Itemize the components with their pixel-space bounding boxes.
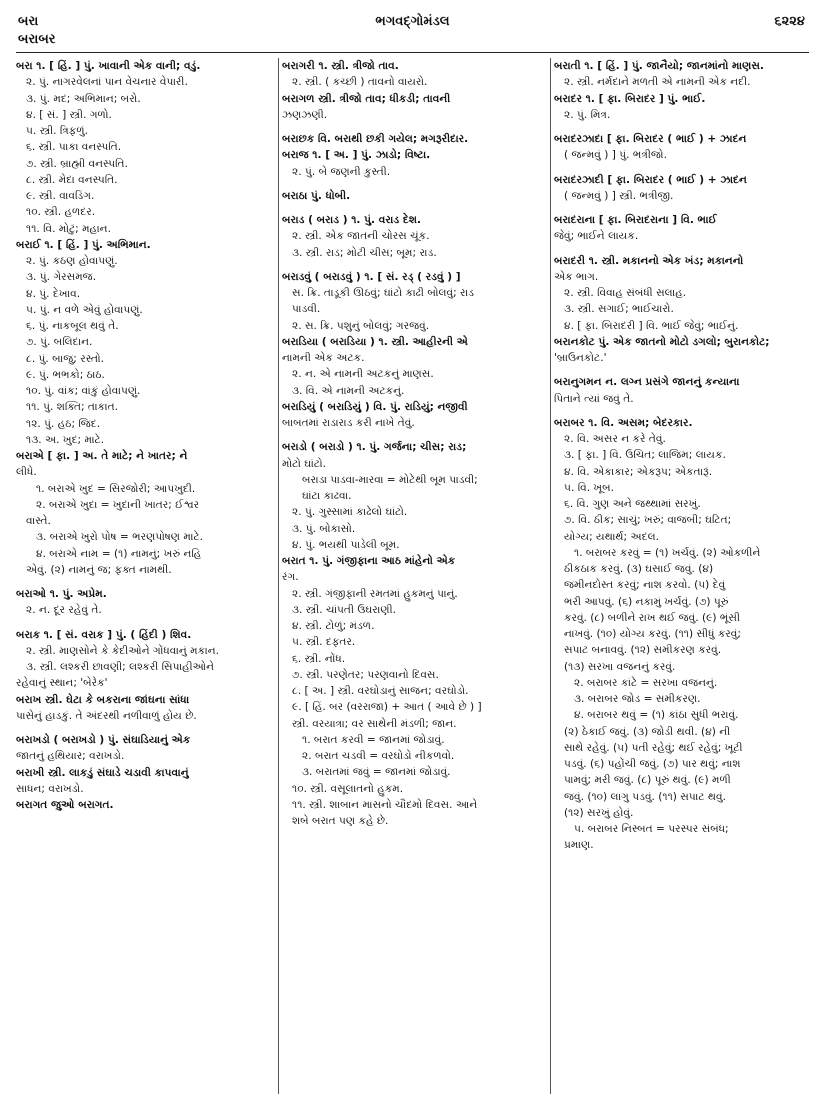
entry-line: ૫. પું. ન વળે એવું હોવાપણું.	[26, 303, 143, 316]
entry-line: ૪. પું. દેખાવ.	[26, 287, 81, 300]
first-headword: બરા	[18, 14, 39, 29]
header-rule	[16, 52, 809, 53]
entry-spacer	[554, 407, 810, 415]
entry-line: ૬. પું. નાકબૂલ થવું તે.	[26, 320, 119, 332]
entry-line: ૩. બરાબર જોડ = સમીકરણ.	[574, 693, 701, 705]
entry-line: ૫. વિ. ખૂબ.	[564, 481, 615, 494]
entry-line: ઠીકઠાક કરવું. (૩) ઘસાઈ જવું. (૪)	[564, 563, 714, 575]
page-number: ૬૨૨૪	[774, 14, 805, 29]
entry-line: રંગ.	[282, 571, 299, 584]
entry-line: જેવું; ભાઈને લાયક.	[554, 230, 639, 243]
entry-line: ( જન્મવું ) ] પું. ભત્રીજો.	[564, 149, 667, 162]
entry-line: ૩. બરાતમાં જવું = જાનમાં જોડાવું.	[302, 766, 451, 779]
entry-line: ૩. સ્ત્રી. સગાઈ; ભાઈચારો.	[564, 303, 674, 316]
entry-line: ભરી આપવું. (૬) નકામું ખર્ચવું. (૭) પૂરું	[564, 595, 729, 608]
entry-line: સ્ત્રી. વરયાત્રા; વર સાથેની મંડળી; જાન.	[292, 717, 457, 730]
entry-headword-line: બરાતી ૧. [ હિં. ] પું. જાનૈયો; જાનમાંનો માણસ.	[554, 60, 764, 72]
entry-line: પાડવી.	[292, 303, 321, 316]
entry-spacer	[282, 431, 546, 439]
entry-line: ૨. ન. દૂર રહેવું તે.	[26, 604, 102, 617]
entry-line: એક ભાગ.	[554, 270, 599, 283]
entry-headword-line: બરાજ ૧. [ અ. ] પું. ઝાડો; વિષ્ટા.	[282, 149, 431, 162]
entry-line: નામની એક અટક.	[282, 352, 365, 364]
entry-line: કરવું. (૮) બળીને રાખ થઈ જવું. (૯) ભૂંસી	[564, 611, 740, 624]
entry-line: ૪. [ સં. ] સ્ત્રી. ગળો.	[26, 108, 112, 121]
last-headword: બરાબર	[18, 32, 56, 47]
entry-line: ૧૧. વિ. મોટું; મહાન.	[26, 222, 111, 235]
entry-spacer	[16, 578, 274, 586]
entry-spacer	[554, 366, 810, 374]
entry-line: સપાટ બનાવવું. (૧૨) સમીકરણ કરવું.	[564, 644, 722, 657]
entry-line: ૨. સ્ત્રી. ( કચ્છી ) તાવનો વાયરો.	[292, 76, 428, 89]
entry-line: ૨. સ્ત્રી. ગંજીફાની રમતમાં હુકમનું પાનું.	[292, 587, 458, 600]
entry-line: ૯. [ હિં. બર (વરરાજા) + આત ( આવે છે ) ]	[292, 701, 482, 714]
entry-line: ૬. વિ. ગુણ અને જથ્થામાં સરખું.	[564, 498, 701, 510]
entry-line: બરાડા પાડવા-મારવા = મોટેથી બૂમ પાડવી;	[302, 473, 478, 486]
entry-line: ૨. સ. ક્રિ. પશુનું બોલવું; ગરજવું.	[292, 319, 430, 332]
entry-headword-line: બરાગત જુઓ બરાગત.	[16, 799, 114, 811]
entry-line: ૮. સ્ત્રી. મેદા વનસ્પતિ.	[26, 173, 118, 186]
entry-spacer	[282, 123, 546, 131]
entry-line: ( જન્મવું ) ] સ્ત્રી. ભત્રીજી.	[564, 189, 674, 202]
entry-headword-line: બરાદરી ૧. સ્ત્રી. મકાનનો એક ખંડ; મકાનનો	[554, 254, 744, 267]
entry-line: ઝણઝણી.	[282, 108, 328, 121]
entry-line: (૨) ઠેકાઈ જવું. (૩) જોડી થવી. (૪) ની	[564, 725, 731, 738]
entry-line: ૨. સ્ત્રી. નર્મદાને મળતી એ નામની એક નદી.	[564, 76, 751, 89]
entry-line: યોગ્ય; યથાર્થ; અદલ.	[564, 530, 659, 543]
entry-headword-line: બરાડવું ( બરાડવું ) ૧. [ સં. રડ્ ( રડવું ) ]	[282, 270, 461, 283]
entry-spacer	[282, 180, 546, 188]
entry-line: ૫. બરાબર નિસ્બત = પરસ્પર સંબંધ;	[574, 823, 729, 835]
entry-line: ૨. પું. નાગરવેલનાં પાન વેચનાર વેપારી.	[26, 76, 188, 89]
entry-line: ૩. [ ફા. ] વિ. ઉચિત; લાજિમ; લાયક.	[564, 449, 726, 462]
entry-line: ઘાંટા કાઢવા.	[302, 490, 352, 502]
entry-line: ૪. સ્ત્રી. ટોળું; મંડળ.	[292, 620, 375, 632]
entry-line: નાખવું. (૧૦) યોગ્ય કરવું. (૧૧) સીધું કરવું;	[564, 628, 741, 640]
entry-headword-line: બરાગળ સ્ત્રી. ત્રીજો તાવ; ધીકડી; તાવની	[282, 92, 451, 105]
entry-line: ૮. [ અ. ] સ્ત્રી. વરઘોડાનું સાજન; વરઘોડો.	[292, 685, 469, 697]
entry-line: ૯. સ્ત્રી. વાવડિંગ.	[26, 190, 95, 202]
column-3	[554, 58, 810, 1094]
entry-headword-line: બરાદરઝાદા [ ફા. બિરાદર ( ભાઈ ) + ઝાદન	[554, 133, 747, 145]
entry-line: ૩. બરાએ ખુરો પોષ = ભરણપોષણ માટે.	[36, 531, 204, 544]
entry-line: (૧૨) સરખું હોવું.	[564, 806, 634, 819]
entry-line: ૩. પું. બોકાસો.	[292, 522, 356, 535]
entry-line: ૬. સ્ત્રી. પાકા વનસ્પતિ.	[26, 141, 122, 154]
entry-line: ૫. સ્ત્રી. ત્રિફળું.	[26, 125, 88, 137]
entry-headword-line: બરાડિયું ( બરાડિયું ) વિ. પું. રાડિયું; નજીવી	[282, 400, 468, 413]
entry-line: લીધે.	[16, 466, 37, 479]
entry-line: 'બ્રાઉનકોટ.'	[554, 352, 607, 364]
entry-line: ૨. બરાત ચડવી = વરઘોડો નીકળવો.	[302, 750, 455, 762]
entry-spacer	[554, 164, 810, 172]
entry-line: ૩. સ્ત્રી. ચાંપતી ઉઘરાણી.	[292, 603, 396, 616]
entry-line: ૧૦. સ્ત્રી. હળદર.	[26, 206, 96, 219]
entry-headword-line: બરાગરી ૧. સ્ત્રી. ત્રીજો તાવ.	[282, 60, 399, 72]
column-2	[282, 58, 546, 1094]
entry-line: જવું. (૧૦) લાગુ પડવું. (૧૧) સપાટ થવું.	[564, 790, 726, 803]
entry-line: ૪. [ ફા. બિરાદરી ] વિ. ભાઈ જેવું; ભાઈનું.	[564, 319, 739, 332]
entry-headword-line: બરાખી સ્ત્રી. લાકડું સંઘાડે ચડાવી કાપવાનું	[16, 766, 189, 779]
entry-line: ૭. સ્ત્રી. પરણેતર; પરણવાનો દિવસ.	[292, 668, 439, 681]
entry-headword-line: બરાઈ ૧. [ હિં. ] પું. અભિમાન.	[16, 238, 151, 251]
page-title: ભગવદ્ગોમંડલ	[375, 14, 450, 29]
entry-line: પ્રમાણ.	[564, 839, 594, 852]
entry-line: ૪. વિ. એકાકાર; એકરૂપ; એકતારૂં.	[564, 465, 713, 478]
entry-line: ૩. સ્ત્રી. લશ્કરી છાવણી; લશ્કરી સિપાહીઓને	[26, 661, 214, 673]
entry-line: ૨. ન. એ નામની અટકનું માણસ.	[292, 368, 434, 381]
entry-spacer	[282, 261, 546, 269]
entry-line: ૩. સ્ત્રી. રાડ; મોટી ચીસ; બૂમ; રાડ.	[292, 246, 437, 259]
entry-headword-line: બરાનકોટ પું. એક જાતનો મોટો ડગલો; બુરાનકોટ;	[554, 335, 770, 348]
entry-line: ૧. બરાબર કરવું = (૧) ખર્ચવું. (૨) ઓકળીને	[574, 546, 761, 559]
entry-line: પામવું; મરી જવું. (૮) પૂરું થવું. (૯) મળી	[564, 774, 731, 787]
entry-line: ૨. પું. કઠણ હોવાપણું.	[26, 255, 118, 267]
entry-line: ૨. પું. ગુસ્સામાં કાઢેલો ઘાંટો.	[292, 506, 408, 519]
entry-headword-line: બરાદરઝાદી [ ફા. બિરાદર ( ભાઈ ) + ઝાદન	[554, 173, 747, 186]
entry-line: ૧. બરાએ ખુદ = સિરજોરી; આપખુદી.	[36, 482, 196, 495]
entry-headword-line: બરાઠા પું. ધોબી.	[282, 189, 351, 202]
entry-line: ૭. પું. બલિદાન.	[26, 336, 93, 349]
entry-line: ૭. વિ. ઠીક; સાચું; ખરું; વાજબી; ઘટિત;	[564, 514, 732, 527]
entry-line: ૧. બરાત કરવી = જાનમાં જોડાવું.	[302, 733, 445, 746]
entry-line: સ. ક્રિ. તાડૂકી ઊઠવું; ઘાંટો કાઢી બોલવું; રાડ	[292, 287, 474, 299]
entry-line: બાબતમાં રાડારાડ કરી નાખે તેવું.	[282, 417, 415, 429]
entry-line: ૩. પું. ગેરસમજ.	[26, 271, 97, 284]
column-divider	[550, 58, 551, 1094]
entry-headword-line: બરાત ૧. પું. ગંજીફાના આઠ માંહેનો એક	[282, 555, 456, 567]
entry-spacer	[554, 204, 810, 212]
entry-line: ૩. વિ. એ નામની અટકનું.	[292, 384, 405, 397]
entry-line: ૨. સ્ત્રી. માણસોને કે કેદીઓને ગોંધવાનું મકાન.	[26, 644, 219, 657]
entry-headword-line: બરાડ ( બરાડ ) ૧. પું. વરાડ દેશ.	[282, 214, 422, 226]
entry-spacer	[282, 204, 546, 212]
entry-line: ૫. સ્ત્રી. દફતર.	[292, 636, 356, 649]
entry-headword-line: બરાબર ૧. વિ. અસમ; બેદરકાર.	[554, 416, 693, 429]
entry-line: ૩. પું. મદ; અભિમાન; બરો.	[26, 92, 141, 105]
entry-line: પડવું. (૬) પહોંચી જવું. (૭) પાર થવું; નાશ	[564, 758, 741, 770]
entry-line: મોટો ઘાંટો.	[282, 457, 327, 470]
entry-line: (૧૩) સરખા વજનનું કરવું.	[564, 660, 676, 673]
entry-line: ૨. પું. બે જણની કુસ્તી.	[292, 165, 391, 178]
entry-line: ૨. સ્ત્રી. એક જાતની ચોરસ ચૂંક.	[292, 230, 430, 243]
entry-line: ૨. સ્ત્રી. વિવાહ સંબંધી સલાહ.	[564, 287, 687, 299]
entry-headword-line: બરા ૧. [ હિં. ] પું. ખાવાની એક વાની; વડું.	[16, 60, 201, 72]
entry-line: ૪. પું. ભયથી પાડેલી બૂમ.	[292, 538, 400, 551]
entry-line: ૧૦. સ્ત્રી. વસૂલાતનો હુકમ.	[292, 782, 404, 795]
entry-headword-line: બરાખડો ( બરાખડો ) પું. સંઘાડિયાનું એક	[16, 734, 191, 746]
entry-line: એવું. (૨) નામનું જ; ફક્ત નામથી.	[26, 563, 172, 576]
entry-headword-line: બરાએ [ ફા. ] અ. તે માટે; ને ખાતર; ને	[16, 450, 188, 462]
entry-line: જમીનદોસ્ત કરવું; નાશ કરવો. (૫) દેવું	[564, 579, 726, 592]
entry-headword-line: બરાડો ( બરાડો ) ૧. પું. ગર્જના; ચીસ; રાડ;	[282, 441, 467, 454]
entry-line: સાધન; વરાખડો.	[16, 782, 84, 795]
entry-line: ૧૧. પું. શક્તિ; તાકાત.	[26, 401, 119, 414]
entry-spacer	[16, 619, 274, 627]
entry-line: ૧૩. અ. ખુદ; માટે.	[26, 433, 105, 446]
entry-headword-line: બરાનુગમન ન. લગ્ન પ્રસંગે જાનનું કન્યાના	[554, 376, 740, 389]
entry-line: સાથે રહેવું. (૫) પતી રહેવું; થઈ રહેવું; ખૂટી	[564, 741, 743, 754]
entry-line: ૮. પું. બાજુ; રસ્તો.	[26, 352, 104, 365]
entry-spacer	[554, 245, 810, 253]
entry-line: ૧૨. પું. હઠ; જિદ.	[26, 417, 101, 430]
entry-line: ૪. બરાબર થવું = (૧) કાંઠા સુધી ભરાવું.	[574, 709, 739, 722]
entry-line: રહેવાનું સ્થાન; 'બેરેક'	[16, 677, 108, 690]
entry-headword-line: બરાઓ ૧. પું. અપ્રેમ.	[16, 588, 107, 600]
entry-line: વાસ્તે.	[26, 515, 51, 527]
entry-line: ૯. પું. ભભકો; ઠાઠ.	[26, 368, 105, 381]
entry-headword-line: બરાદરાના [ ફા. બિરાદરાના ] વિ. ભાઈ	[554, 214, 717, 226]
entry-line: ૧૦. પું. વાંક; વાંકું હોવાપણું.	[26, 385, 141, 397]
entry-line: પિતાને ત્યાં જવું તે.	[554, 392, 634, 405]
entry-headword-line: બરાદર ૧. [ ફા. બિરાદર ] પું. ભાઈ.	[554, 92, 706, 105]
entry-line: ૨. બરાએ ખુદા = ખુદાની ખાતર; ઈશ્વર	[36, 498, 200, 511]
entry-headword-line: બરાખ સ્ત્રી. ઘેટા કે બકરાના જાંઘના સાંધા	[16, 693, 190, 706]
entry-line: ૬. સ્ત્રી. નોંધ.	[292, 652, 346, 665]
entry-line: ૨. બરાબર કાંટે = સરખા વજનનું.	[574, 676, 718, 689]
entry-line: શબે બરાત પણ કહે છે.	[292, 815, 389, 827]
entry-line: પાસેનું હાડકું. તે અંદરથી નળીવાળું હોય છે.	[16, 709, 197, 722]
entry-spacer	[16, 724, 274, 732]
entry-line: ૨. પું. મિત્ર.	[564, 108, 611, 121]
entry-headword-line: બરાછક વિ. બરાથી છકી ગયેલ; મગરૂરીદાર.	[282, 133, 469, 145]
entry-line: ૧૧. સ્ત્રી. શાબાન માસનો ચૌદમો દિવસ. આને	[292, 798, 478, 811]
column-1	[16, 58, 274, 1094]
entry-headword-line: બરાડિયા ( બરાડિયા ) ૧. સ્ત્રી. આહીરની એ	[282, 335, 468, 348]
entry-line: ૨. વિ. અસર ન કરે તેવું.	[564, 433, 666, 445]
page-header	[0, 0, 825, 54]
entry-line: ૭. સ્ત્રી. બ્રાહ્મી વનસ્પતિ.	[26, 157, 128, 170]
entry-headword-line: બરાક ૧. [ સં. વરાક ] પું. ( હિંદી ) શિવ.	[16, 628, 192, 641]
entry-line: જાતનું હથિયાર; વરાખડો.	[16, 750, 125, 763]
column-divider	[278, 58, 279, 1094]
entry-line: ૪. બરાએ નામ = (૧) નામનું; ખરું નહિ	[36, 547, 202, 560]
entry-spacer	[554, 123, 810, 131]
